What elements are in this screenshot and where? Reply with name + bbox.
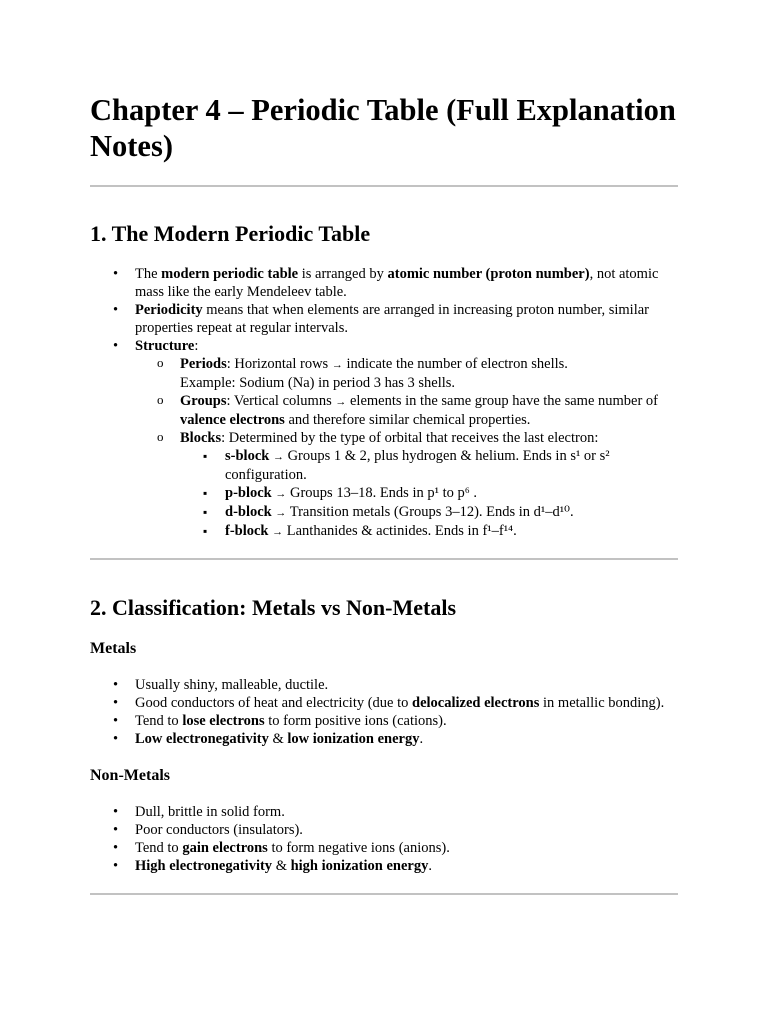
list-item: • Usually shiny, malleable, ductile. [90,676,678,694]
list-item: • Tend to lose electrons to form positive ions (cations). [90,712,678,730]
list-item-s-block: ▪ s-block → Groups 1 & 2, plus hydrogen & helium. Ends in s¹ or s² configuration. [180,447,678,484]
section-2-heading: 2. Classification: Metals vs Non-Metals [90,595,457,620]
arrow-icon: → [275,488,287,500]
arrow-icon: → [275,507,287,519]
arrow-icon: → [331,359,343,371]
list-item: • Dull, brittle in solid form. [90,803,678,821]
list-item: • Tend to gain electrons to form negative ions (anions). [90,839,678,857]
list-item-d-block: ▪ d-block → Transition metals (Groups 3–12). Ends in d¹–d¹⁰. [180,503,678,522]
document-content [90,92,678,895]
list-item-p-block: ▪ p-block → Groups 13–18. Ends in p¹ to p⁶ . [180,484,678,503]
list-item: • Structure: o Periods: Horizontal rows → indicate the number of electron shells. Example: Sodium (Na) in period 3 has 3 shells. o Groups: Vertical columns → elements in the same group have the same number of valence electrons and therefore similar chemical properties. o Blocks: Determined by the type of orbital that receives the last electron: ▪ s-block → Groups 1 & 2, plus hydrogen & helium. Ends in s¹ or s² configuration. ▪ p-block → Groups 13–18. Ends in p¹ to p⁶ . ▪ d-block → Transition metals (Groups 3–12). Ends in d¹–d¹⁰. ▪ f-block → Lanthanides & actinides. Ends in f¹–f¹⁴. [90,337,678,541]
page-title: Chapter 4 – Periodic Table (Full Explanation Notes) [90,93,676,163]
non-metals-list [90,803,678,875]
structure-sublist [135,355,678,541]
blocks-sublist [180,447,678,541]
list-item: • The modern periodic table is arranged by atomic number (proton number), not atomic mass like the early Mendeleev table. [90,265,678,301]
list-item: • High electronegativity & high ionization energy. [90,857,678,875]
metals-heading: Metals [90,640,137,657]
metals-list [90,676,678,748]
divider [90,185,678,187]
list-item: • Poor conductors (insulators). [90,821,678,839]
divider [90,893,678,895]
list-item-periods: o Periods: Horizontal rows → indicate the number of electron shells. Example: Sodium (Na) in period 3 has 3 shells. [135,355,678,392]
list-item: • Good conductors of heat and electricity (due to delocalized electrons in metallic bonding). [90,694,678,712]
section-1-list [90,265,678,541]
list-item: • Low electronegativity & low ionization energy. [90,730,678,748]
section-1-heading: 1. The Modern Periodic Table [90,221,371,246]
non-metals-heading: Non-Metals [90,767,170,784]
list-item: • Periodicity means that when elements are arranged in increasing proton number, similar properties repeat at regular intervals. [90,301,678,337]
arrow-icon: → [272,451,284,463]
list-item-groups: o Groups: Vertical columns → elements in the same group have the same number of valence electrons and therefore similar chemical properties. [135,392,678,429]
arrow-icon: → [272,526,284,538]
divider [90,558,678,560]
list-item-blocks: o Blocks: Determined by the type of orbital that receives the last electron: ▪ s-block → Groups 1 & 2, plus hydrogen & helium. Ends in s¹ or s² configuration. ▪ p-block → Groups 13–18. Ends in p¹ to p⁶ . ▪ d-block → Transition metals (Groups 3–12). Ends in d¹–d¹⁰. ▪ f-block → Lanthanides & actinides. Ends in f¹–f¹⁴. [135,429,678,541]
arrow-icon: → [335,396,347,408]
list-item-f-block: ▪ f-block → Lanthanides & actinides. Ends in f¹–f¹⁴. [180,522,678,541]
